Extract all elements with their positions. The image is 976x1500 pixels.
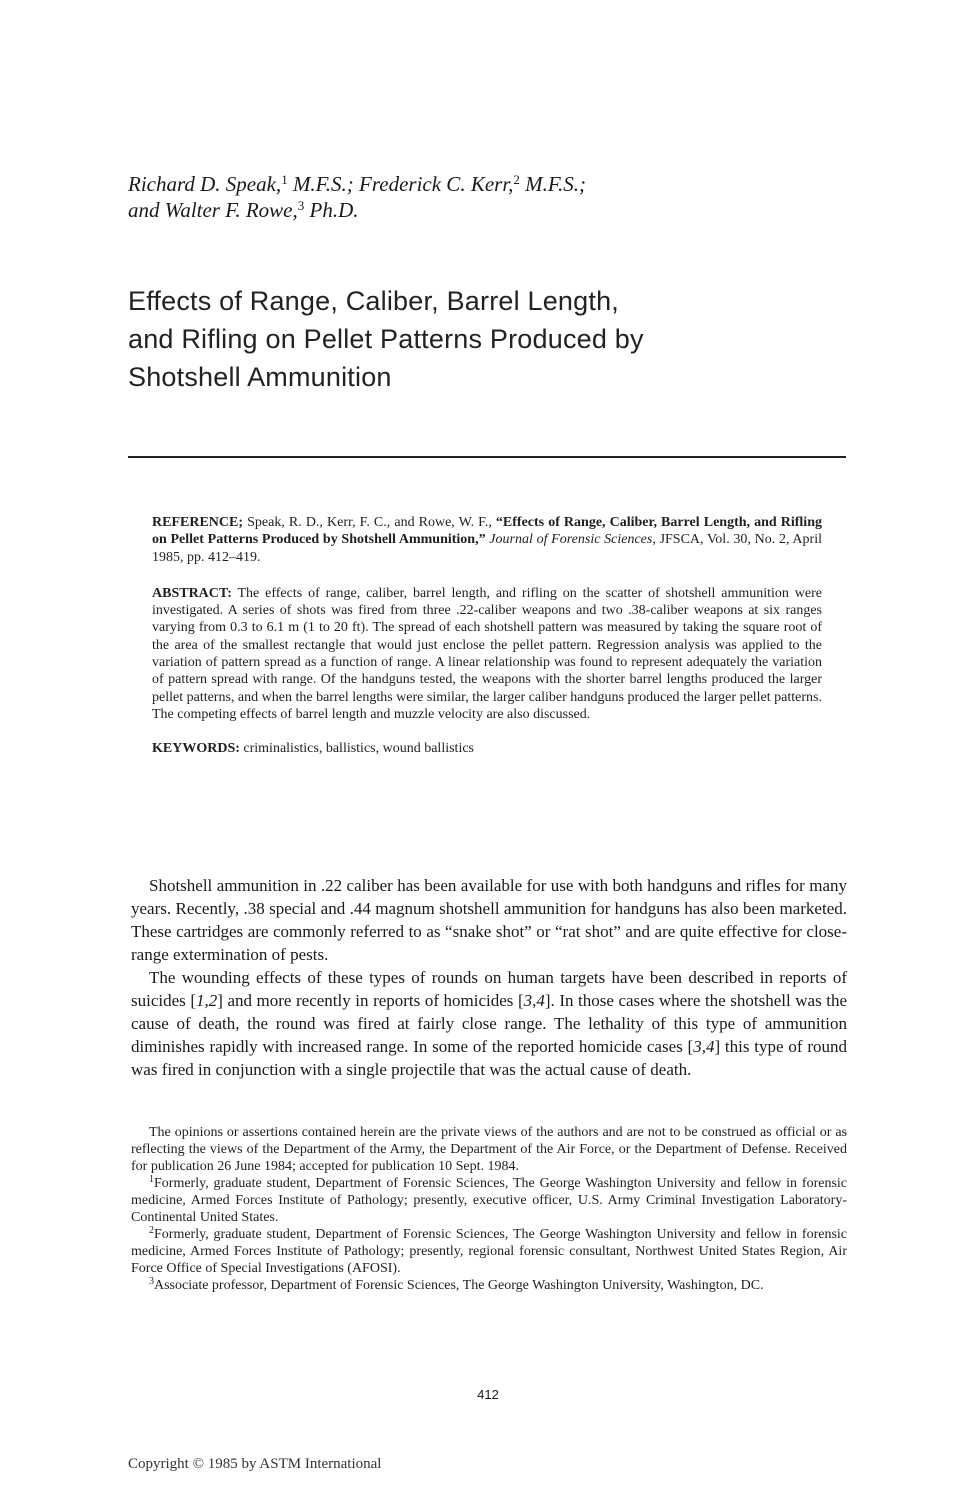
author-degree: M.F.S.;	[287, 172, 360, 196]
author-affiliation-mark: 2	[513, 172, 520, 187]
body-text-run: ] and more recently in reports of homicides [	[217, 991, 524, 1010]
author-affiliation-mark: 3	[297, 198, 305, 213]
footnote-mark: 1	[149, 1174, 154, 1185]
keywords-label: KEYWORDS:	[152, 741, 240, 757]
body-section	[131, 874, 847, 1081]
citation-reference[interactable]: 3,4	[523, 991, 545, 1010]
body-text-run: ]. In those cases where the shotshell was the cause of death, the round was fired at fairly close range. The lethality of this type of ammunition diminishes rapidly with increased range. In some of the reported homicide cases [	[131, 991, 847, 1056]
page-number: 412	[477, 1387, 499, 1402]
abstract-text: The effects of range, caliber, barrel length, and rifling on the scatter of shotshell ammunition were investigated. A series of shots was fired from three .22-caliber weapons and two .38-caliber weapons at six ranges varying from 0.3 to 6.1 m (1 to 20 ft). The spread of each shotshell pattern was measured by taking the square root of the area of the smallest rectangle that would just enclose the pellet pattern. Regression analysis was applied to the variation of pattern spread as a function of range. A linear relationship was found to represent adequately the variation of pattern spread with range. Of the handguns tested, the weapons with the shorter barrel lengths produced the larger pellet patterns, and when the barrel lengths were similar, the larger caliber handguns produced the larger pellet patterns. The competing effects of barrel length and muzzle velocity are also discussed.	[152, 585, 822, 722]
author-line-2	[128, 197, 888, 223]
footnote-mark: 2	[149, 1225, 154, 1236]
reference-citation	[152, 514, 822, 566]
reference-label: REFERENCE;	[152, 515, 244, 530]
author-name: Frederick C. Kerr,	[359, 172, 514, 196]
footnote-text: Associate professor, Department of Forensic Sciences, The George Washington University, Washington, DC.	[154, 1278, 764, 1293]
author-name: Walter F. Rowe,	[164, 198, 298, 222]
footnote-text: Formerly, graduate student, Department of Forensic Sciences, The George Washington University and fellow in forensic medicine, Armed Forces Institute of Pathology; presently, executive officer, U.S. Army Criminal Investigation Laboratory-Continental United States.	[131, 1176, 847, 1225]
footnote-1	[131, 1175, 847, 1226]
abstract-section	[152, 514, 822, 758]
author-affiliation-mark: 1	[281, 172, 288, 187]
footnotes-section	[131, 1124, 847, 1294]
citation-reference[interactable]: 1,2	[195, 991, 218, 1010]
paper-title	[128, 282, 848, 396]
copyright-notice: Copyright © 1985 by ASTM International	[128, 1456, 382, 1472]
footnote-disclaimer: The opinions or assertions contained herein are the private views of the authors and are not to be construed as official or as reflecting the views of the Department of the Army, the Department of the Air Force, or the Department of Defense. Received for publication 26 June 1984; accepted for publication 10 Sept. 1984.	[131, 1125, 847, 1174]
body-text-run: ] this type of round was fired in conjunction with a single projectile that was the actual cause of death.	[131, 1037, 847, 1079]
abstract-label: ABSTRACT:	[152, 585, 232, 601]
footnote-text: Formerly, graduate student, Department of Forensic Sciences, The George Washington University and fellow in forensic medicine, Armed Forces Institute of Pathology; presently, regional forensic consultant, Northwest United States Region, Air Force Office of Special Investigations (AFOSI).	[131, 1227, 847, 1276]
reference-details: , JFSCA, Vol. 30, No. 2, April 1985, pp. 412–419.	[152, 532, 822, 565]
author-line-1	[128, 171, 888, 197]
title-divider	[128, 456, 846, 458]
title-line: Shotshell Ammunition	[128, 362, 392, 392]
author-name: Richard D. Speak,	[128, 172, 282, 196]
footnote-mark: 3	[149, 1276, 154, 1287]
citation-reference[interactable]: 3,4	[693, 1037, 715, 1056]
body-paragraph	[131, 966, 847, 1081]
reference-article-title: “Effects of Range, Caliber, Barrel Length, and Rifling on Pellet Patterns Produced by Shotshell Ammunition,”	[152, 515, 822, 548]
body-text-run: The wounding effects of these types of rounds on human targets have been described in reports of suicides [	[131, 968, 847, 1010]
author-list	[128, 171, 888, 223]
author-degree: M.F.S.;	[519, 172, 587, 196]
keywords-text: criminalistics, ballistics, wound ballistics	[239, 741, 474, 757]
abstract-paragraph	[152, 585, 822, 723]
footnote-3	[131, 1277, 847, 1294]
footnote-2	[131, 1226, 847, 1277]
reference-authors: Speak, R. D., Kerr, F. C., and Rowe, W. F.,	[243, 515, 496, 530]
body-paragraph: Shotshell ammunition in .22 caliber has been available for use with both handguns and rifles for many years. Recently, .38 special and .44 magnum shotshell ammunition for handguns has also been marketed. These cartridges are commonly referred to as “snake shot” or “rat shot” and are quite effective for close-range extermination of pests.	[131, 876, 847, 964]
author-degree: Ph.D.	[304, 198, 359, 222]
title-line: and Rifling on Pellet Patterns Produced by	[128, 324, 644, 354]
keywords-line	[152, 740, 822, 757]
author-prefix: and	[128, 198, 165, 222]
reference-journal: Journal of Forensic Sciences	[485, 532, 653, 548]
title-line: Effects of Range, Caliber, Barrel Length,	[128, 286, 619, 316]
